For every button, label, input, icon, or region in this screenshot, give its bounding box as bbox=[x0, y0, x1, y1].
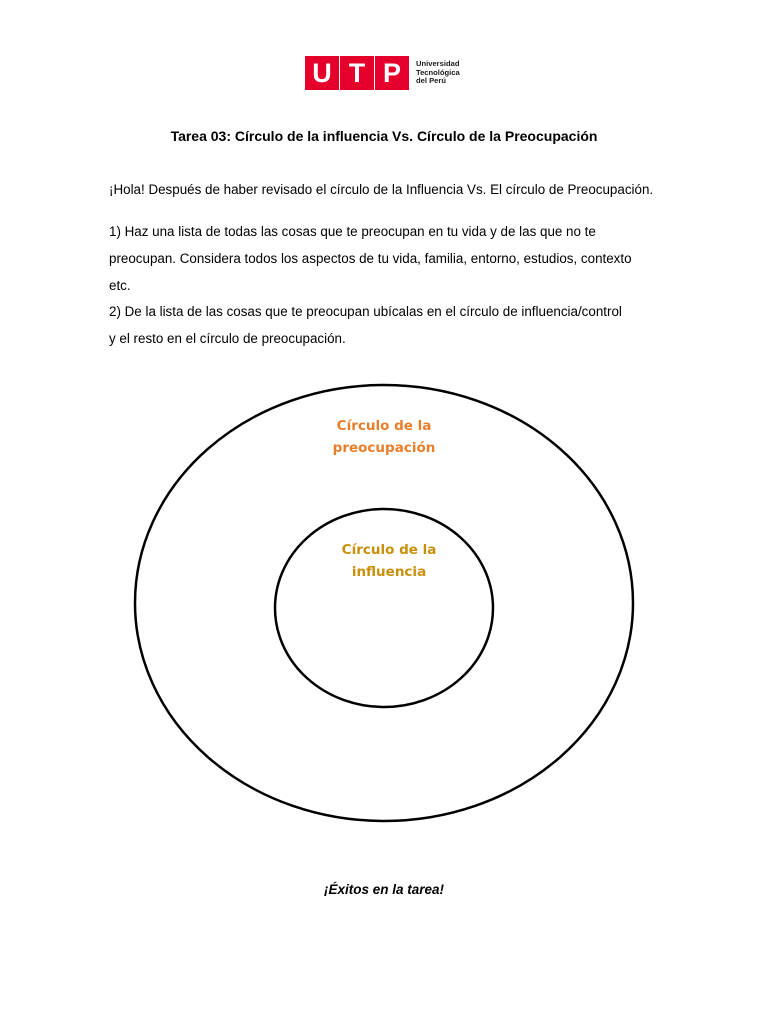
logo-line-3: del Perú bbox=[416, 76, 446, 86]
intro-paragraph: ¡Hola! Después de haber revisado el círculo de la Influencia Vs. El círculo de Preocupación. bbox=[109, 182, 654, 197]
instruction-2-line-2: y el resto en el círculo de preocupación. bbox=[109, 331, 346, 346]
instruction-1-line-1: 1) Haz una lista de todas las cosas que te preocupan en tu vida y de las que no te bbox=[109, 224, 596, 239]
outer-label-line-2: preocupación bbox=[332, 440, 436, 456]
outer-label-line-1: Círculo de la bbox=[336, 418, 432, 434]
logo-letter-t: T bbox=[340, 56, 374, 90]
inner-circle-label bbox=[289, 539, 489, 583]
closing-message: ¡Éxitos en la tarea! bbox=[323, 882, 445, 897]
logo-line-2: Tecnológica bbox=[416, 67, 460, 77]
logo-letter-p: P bbox=[375, 56, 409, 90]
logo-letter-u: U bbox=[305, 56, 339, 90]
page-title: Tarea 03: Círculo de la influencia Vs. Círculo de la Preocupación bbox=[170, 128, 598, 144]
instruction-1-line-2: preocupan. Considera todos los aspectos de tu vida, familia, entorno, estudios, contexto bbox=[109, 251, 632, 266]
inner-label-line-1: Círculo de la bbox=[341, 542, 437, 558]
instruction-1-line-3: etc. bbox=[109, 278, 131, 293]
instruction-2-line-1: 2) De la lista de las cosas que te preocupan ubícalas en el círculo de influencia/control bbox=[109, 304, 622, 319]
inner-label-line-2: influencia bbox=[351, 564, 427, 580]
outer-circle-label bbox=[284, 415, 484, 459]
logo-line-1: Universidad bbox=[416, 59, 460, 69]
